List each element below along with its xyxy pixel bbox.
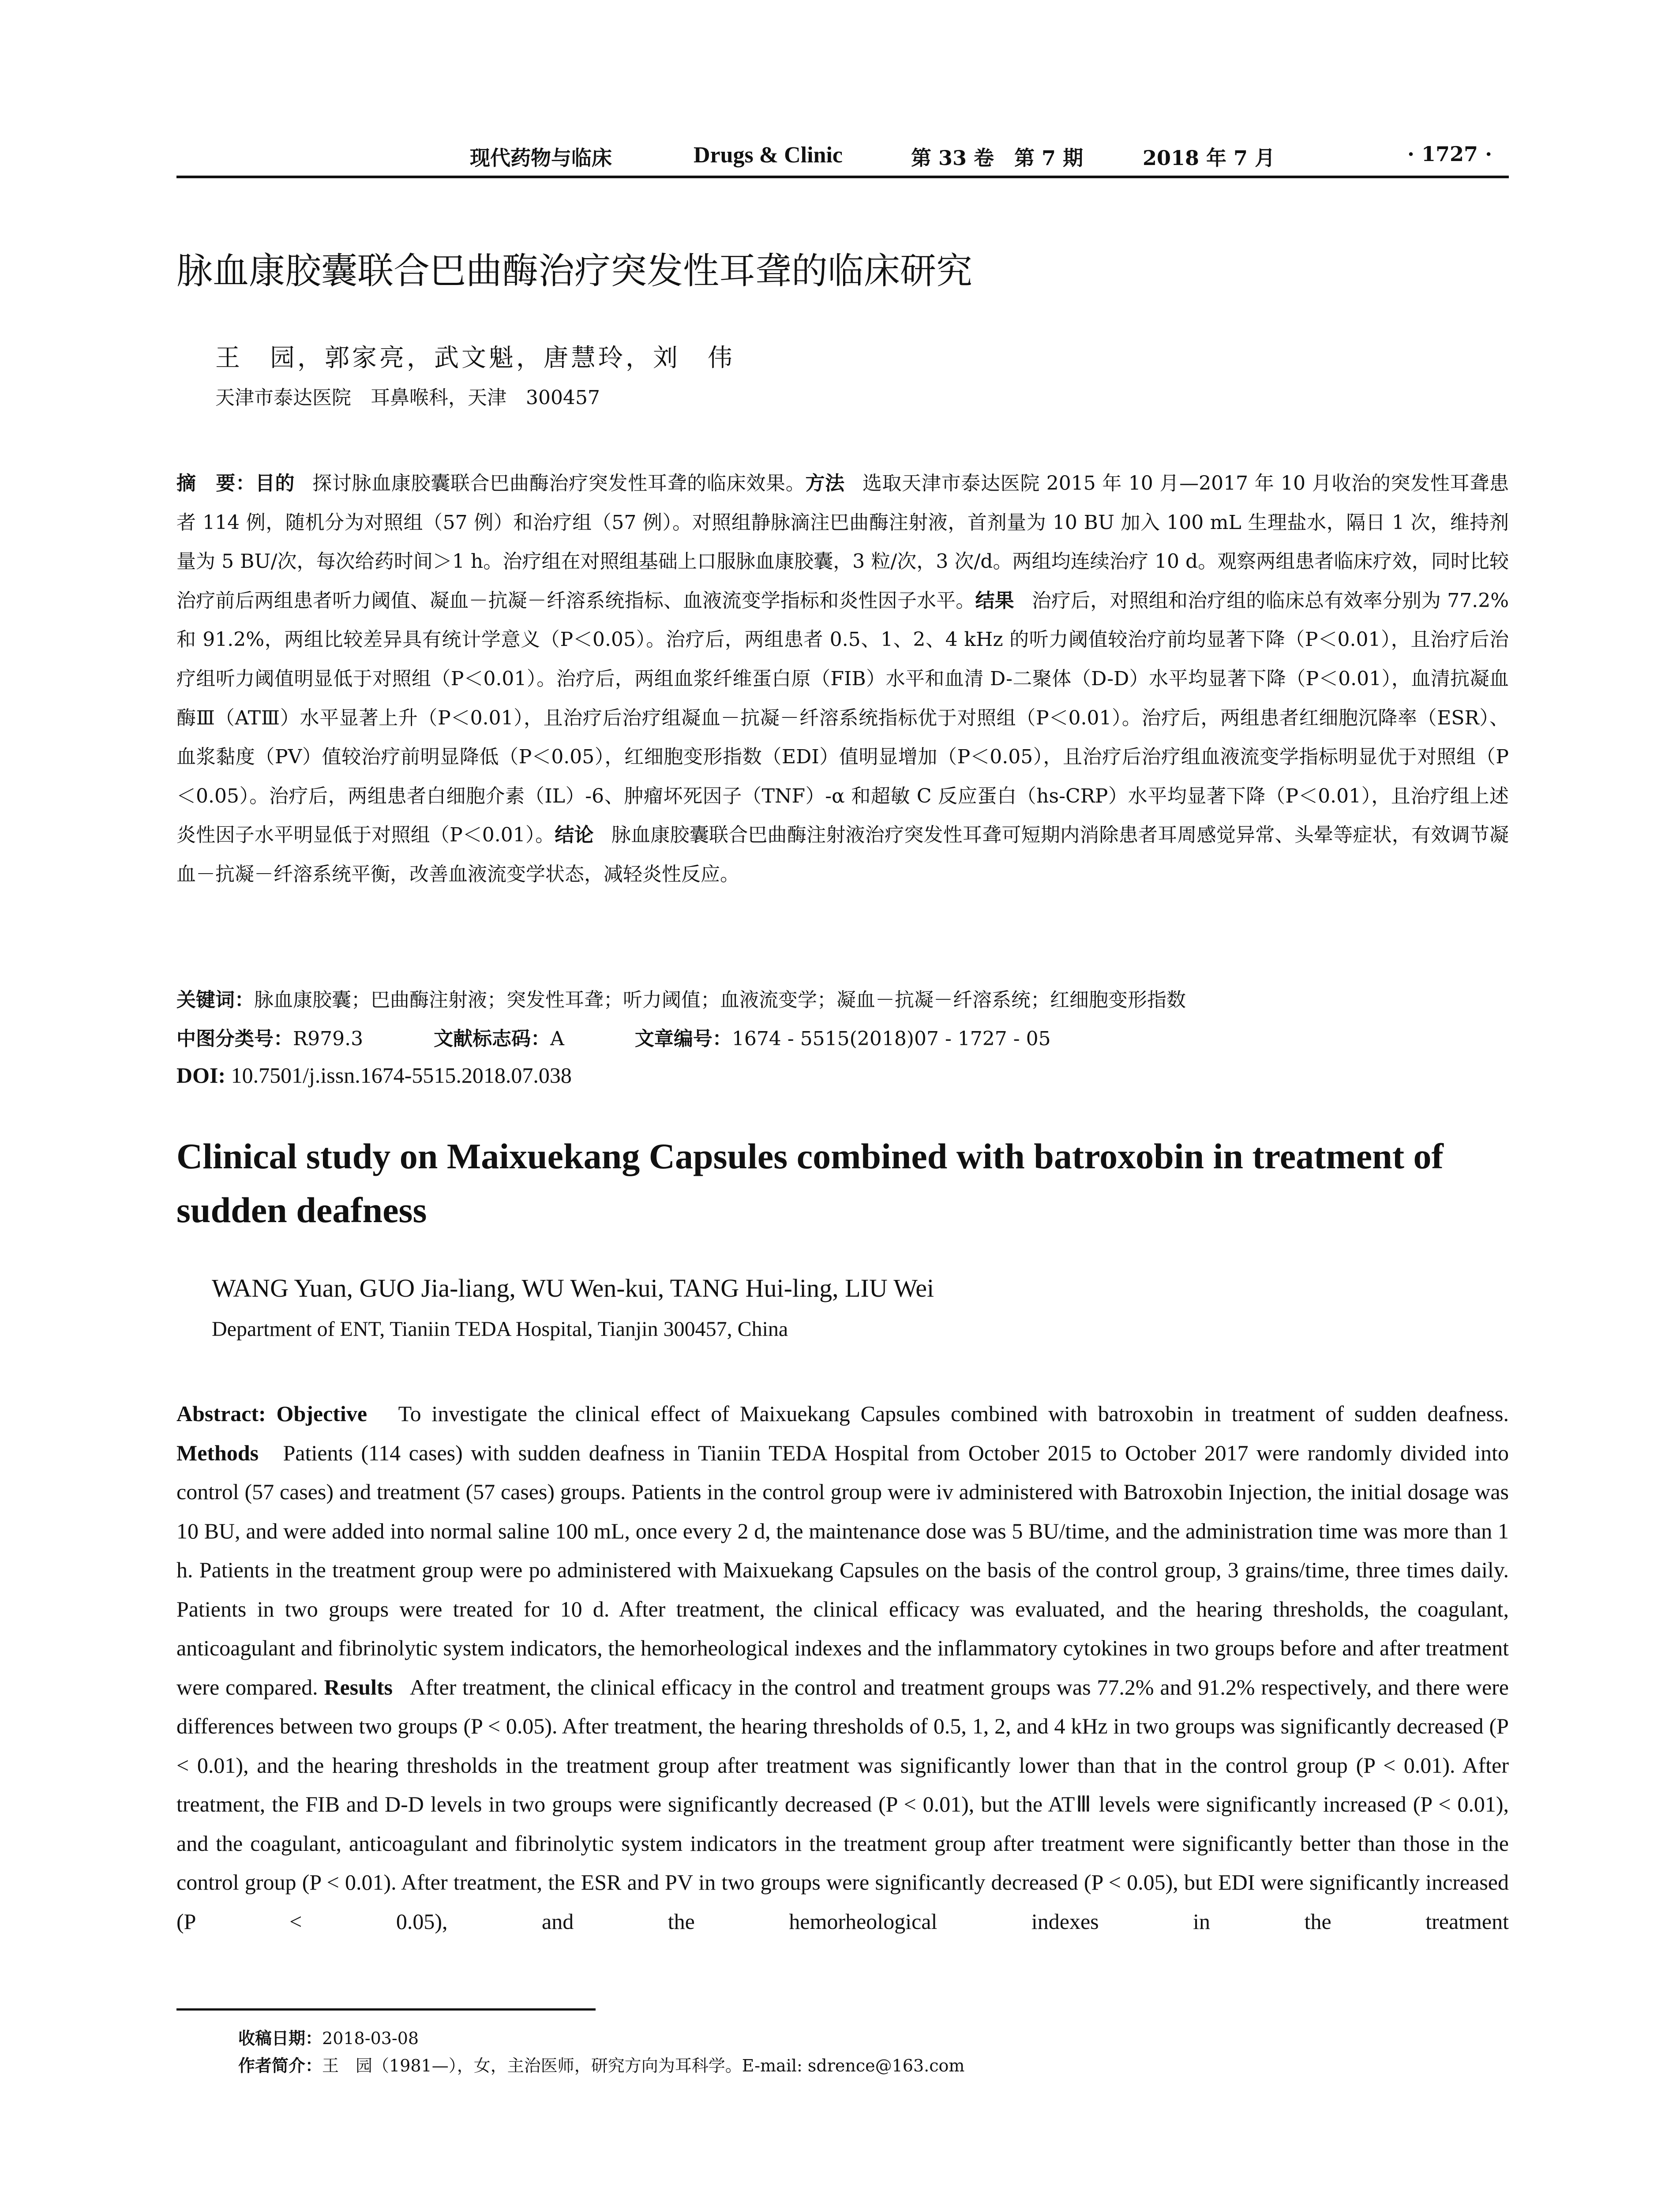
journal-name-en: Drugs & Clinic [694,143,843,168]
affiliation-cn: 天津市泰达医院 耳鼻喉科，天津 300457 [215,386,600,409]
journal-name-cn: 现代药物与临床 [470,146,612,170]
author-bio-text: 王 园（1981—），女，主治医师，研究方向为耳科学。E-mail: sdrence@163.com [322,2056,965,2075]
page-number: · 1727 · [1407,142,1492,166]
received-value: 2018-03-08 [322,2029,419,2048]
doi-value[interactable]: 10.7501/j.issn.1674-5515.2018.07.038 [231,1063,572,1088]
methods-text-en: Patients (114 cases) with sudden deafness in Tianiin TEDA Hospital from October 2015 to October 2017 were randomly divided into control (57 cases) and treatment (57 cases) groups. Patients in the control group were iv administered with Batroxobin Injection, the initial dosage was 10 BU, and were added into normal saline 100 mL, once every 2 d, the maintenance dose was 5 BU/time, and the administration time was more than 1 h. Patients in the treatment group were po administered with Maixuekang Capsules on the basis of the control group, 3 grains/time, three times daily. Patients in two groups were treated for 10 d. After treatment, the clinical efficacy was evaluated, and the hearing thresholds, the coagulant, anticoagulant and fibrinolytic system indicators, the hemorheological indexes and the inflammatory cytokines in two groups before and after treatment were compared. [176,1440,1509,1700]
clc-value: R979.3 [293,1028,364,1050]
author-bio-label: 作者简介： [238,2056,322,2075]
footnote-rule [176,2008,596,2011]
article-number-value: 1674 - 5515(2018)07 - 1727 - 05 [731,1028,1051,1050]
conclusion-text-cn: 脉血康胶囊联合巴曲酶注射液治疗突发性耳聋可短期内消除患者耳周感觉异常、头晕等症状，有效调节凝血－抗凝－纤溶系统平衡，改善血液流变学状态，减轻炎性反应。 [176,824,1509,885]
authors-en: WANG Yuan, GUO Jia-liang, WU Wen-kui, TANG Hui-ling, LIU Wei [212,1274,934,1302]
results-label-en: Results [324,1674,393,1700]
objective-label-en: Objective [276,1401,368,1426]
keywords-cn [176,985,1186,1016]
article-title-cn: 脉血康胶囊联合巴曲酶治疗突发性耳聋的临床研究 [176,250,973,292]
issue-date: 2018 年 7 月 [1143,146,1275,170]
results-label-cn: 结果 [975,589,1014,612]
keywords-text: 脉血康胶囊；巴曲酶注射液；突发性耳聋；听力阈值；血液流变学；凝血－抗凝－纤溶系统；红细胞变形指数 [254,989,1186,1011]
classification-line [176,1024,1051,1054]
methods-label-en: Methods [176,1440,259,1465]
abstract-label-cn: 摘 要： [176,472,255,495]
methods-text-cn: 选取天津市泰达医院 2015 年 10 月—2017 年 10 月收治的突发性耳聋患者 114 例，随机分为对照组（57 例）和治疗组（57 例）。对照组静脉滴注巴曲酶注射液，首剂量为 10 BU 加入 100 mL 生理盐水，隔日 1 次，维持剂量为 5 BU/次，每次给药时间＞1 h。治疗组在对照组基础上口服脉血康胶囊，3 粒/次，3 次/d。两组均连续治疗 10 d。观察两组患者临床疗效，同时比较治疗前后两组患者听力阈值、凝血－抗凝－纤溶系统指标、血液流变学指标和炎性因子水平。 [176,472,1509,612]
abstract-en [176,1394,1509,1941]
article-title-en: Clinical study on Maixuekang Capsules combined with batroxobin in treatment of sudden deafness [176,1136,1444,1230]
affiliation-en: Department of ENT, Tianiin TEDA Hospital, Tianjin 300457, China [212,1317,788,1341]
header-rule [176,176,1509,178]
running-header [176,142,1509,173]
doc-code-value: A [550,1028,564,1050]
methods-label-cn: 方法 [805,472,845,495]
objective-text-en: To investigate the clinical effect of Maixuekang Capsules combined with batroxobin in treatment of sudden deafness. [398,1401,1509,1426]
results-text-cn: 治疗后，对照组和治疗组的临床总有效率分别为 77.2%和 91.2%，两组比较差异具有统计学意义（P＜0.05）。治疗后，两组患者 0.5、1、2、4 kHz 的听力阈值较治疗前均显著下降（P＜0.01），且治疗后治疗组听力阈值明显低于对照组（P＜0.01）。治疗后，两组血浆纤维蛋白原（FIB）水平和血清 D-二聚体（D-D）水平均显著下降（P＜0.01），血清抗凝血酶Ⅲ（ATⅢ）水平显著上升（P＜0.01），且治疗后治疗组凝血－抗凝－纤溶系统指标优于对照组（P＜0.01）。治疗后，两组患者红细胞沉降率（ESR）、血浆黏度（PV）值较治疗前明显降低（P＜0.05），红细胞变形指数（EDI）值明显增加（P＜0.05），且治疗后治疗组血液流变学指标明显优于对照组（P＜0.05）。治疗后，两组患者白细胞介素（IL）-6、肿瘤坏死因子（TNF）-α 和超敏 C 反应蛋白（hs-CRP）水平均显著下降（P＜0.01），且治疗组上述炎性因子水平明显低于对照组（P＜0.01）。 [176,589,1509,847]
authors-cn: 王 园，郭家亮，武文魁，唐慧玲，刘 伟 [215,344,735,372]
objective-label-cn: 目的 [255,472,295,495]
doi-label: DOI: [176,1063,226,1088]
doi-line [176,1060,572,1091]
objective-text-cn: 探讨脉血康胶囊联合巴曲酶治疗突发性耳聋的临床效果。 [312,472,806,495]
received-date [238,2025,419,2052]
article-number-label: 文章编号： [634,1028,732,1050]
author-bio [238,2052,964,2079]
results-text-en: After treatment, the clinical efficacy in the control and treatment groups was 77.2% and 91.2% respectively, and there were differences between two groups (P < 0.05). After treatment, the hearing thresholds of 0.5, 1, 2, and 4 kHz in two groups was significantly decreased (P < 0.01), and the hearing thresholds in the treatment group after treatment was significantly lower than that in the control group (P < 0.01). After treatment, the FIB and D-D levels in two groups were significantly decreased (P < 0.01), but the ATⅢ levels were significantly increased (P < 0.01), and the coagulant, anticoagulant and fibrinolytic system indicators in the treatment group after treatment were significantly better than those in the control group (P < 0.01). After treatment, the ESR and PV in two groups were significantly decreased (P < 0.05), but EDI were significantly increased (P < 0.05), and the hemorheological indexes in the treatment [176,1674,1509,1934]
volume-issue: 第 33 卷 第 7 期 [911,146,1084,170]
abstract-cn [176,464,1509,894]
abstract-label-en: Abstract: [176,1401,266,1426]
clc-label: 中图分类号： [176,1028,293,1050]
conclusion-label-cn: 结论 [555,824,594,847]
received-label: 收稿日期： [238,2029,322,2048]
doc-code-label: 文献标志码： [434,1028,551,1050]
keywords-label: 关键词： [176,989,254,1011]
